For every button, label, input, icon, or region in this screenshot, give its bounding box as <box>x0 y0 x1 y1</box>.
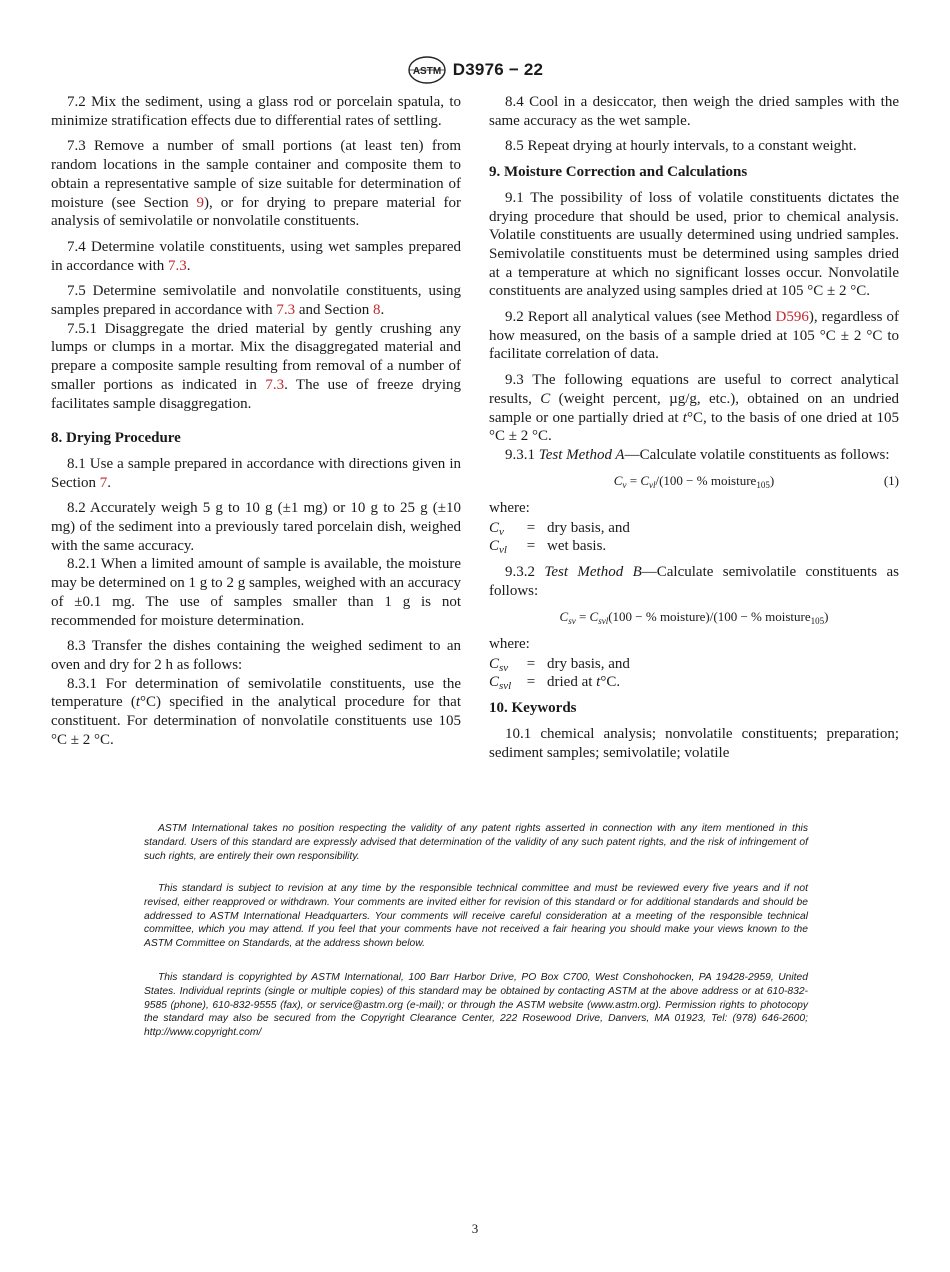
section-8-3: 8.3 Transfer the dishes containing the weighed sediment to an oven and dry for 2 h as follows: <box>51 638 461 673</box>
section-7-link[interactable]: 7 <box>99 474 108 491</box>
equation-2: $C_{sv} = C_{svl}(100$ − % moisture)/(100 − % moisture$_{105}$) <box>559 608 829 626</box>
section-9-3: 9.3 The following equations are useful to correct analytical results, C (weight percent, µg/g, etc.), obtained on an undried sample or one partially dried at t°C, to the basis of one dried at 105 °C ± 2 °C. <box>489 372 900 445</box>
section-8-1: 8.1 Use a sample prepared in accordance with directions given in Section 7. <box>51 455 461 491</box>
heading-keywords: 10. Keywords <box>489 700 577 717</box>
revision-notice: This standard is subject to revision at any time by the responsible technical committee and must be reviewed every five years and if not revised, either reapproved or withdrawn. Your comments are invited either for revision of this standard or for additional standards and should be addressed to ASTM International Headquarters. Your comments will receive careful consideration at a meeting of the responsible technical committee, which you may attend. If you feel that your comments have not received a fair hearing you should make your views known to the ASTM Committee on Standards, at the address shown below. <box>144 883 808 950</box>
definition-row: $C_{vl}$ = wet basis. <box>489 538 607 557</box>
astm-logo-icon <box>407 55 447 85</box>
definition-row: $C_{sv}$ = dry basis, and <box>489 656 630 675</box>
section-9-1: 9.1 The possibility of loss of volatile constituents dictates the drying procedure that should be used, prior to chemical analysis. Volatile constituents are usually determined using undried samples. Semivolatile constituents must be determined using samples dried at a temperature at which no significant losses occur. Nonvolatile constituents are analyzed using samples dried at 105 °C ± 2 °C. <box>489 189 899 300</box>
method-d596-link[interactable]: D596 <box>775 309 809 326</box>
definition-row: $C_{svl}$ = dried at t°C. <box>489 674 621 693</box>
patent-notice: ASTM International takes no position respecting the validity of any patent rights asserted in connection with any item mentioned in this standard. Users of this standard are expressly advised that determination of the validity of any such patent rights, and the risk of infringement of such rights, are entirely their own responsibility. <box>144 823 808 862</box>
section-9-link[interactable]: 9 <box>196 194 205 211</box>
definitions-list <box>489 655 899 691</box>
svg-text:ASTM: ASTM <box>412 66 441 77</box>
section-7-5: 7.5 Determine semivolatile and nonvolatile constituents, using samples prepared in accordance with 7.3 and Section 8. <box>51 283 461 319</box>
section-8-2-1: 8.2.1 When a limited amount of sample is available, the moisture may be determined on 1 g to 2 g samples, weighed with an accuracy of ±0.1 mg. The use of samples smaller than 1 g is not recommended for moisture determination. <box>51 556 461 629</box>
where-label: where: <box>489 635 530 652</box>
heading-moisture-correction: 9. Moisture Correction and Calculations <box>489 164 748 181</box>
copyright-notice: This standard is copyrighted by ASTM International, 100 Barr Harbor Drive, PO Box C700, West Conshohocken, PA 19428-2959, United States. Individual reprints (single or multiple copies) of this standard may be obtained by contacting ASTM at the above address or at 610-832-9585 (phone), 610-832-9555 (fax), or service@astm.org (e-mail); or through the ASTM website (www.astm.org). Permission rights to photocopy the standard may also be secured from the Copyright Clearance Center, 222 Rosewood Drive, Danvers, MA 01923, Tel: (978) 646-2600; http://www.copyright.com/ <box>144 972 808 1039</box>
document-id: D3976 − 22 <box>452 60 544 79</box>
section-8-4: 8.4 Cool in a desiccator, then weigh the dried samples with the same accuracy as the wet sample. <box>489 94 899 129</box>
definition-row: $C_v$ = dry basis, and <box>489 520 630 539</box>
heading-drying-procedure: 8. Drying Procedure <box>51 430 181 447</box>
where-label: where: <box>489 499 530 516</box>
page-number: 3 <box>471 1221 479 1236</box>
section-7-3-link[interactable]: 7.3 <box>265 376 285 393</box>
equation-1: $C_v = C_{vl}/(100$ − % moisture$_{105}$) (1) <box>613 472 899 490</box>
section-7-3-link[interactable]: 7.3 <box>168 257 187 274</box>
right-column <box>489 93 899 770</box>
section-8-3-1: 8.3.1 For determination of semivolatile constituents, use the temperature (t°C) specified in the analytical procedure for that constituent. For determination of nonvolatile constituents use 105 °C ± 2 °C. <box>51 675 461 748</box>
section-7-3-link[interactable]: 7.3 <box>276 302 296 319</box>
section-8-link[interactable]: 8 <box>372 302 381 319</box>
section-9-3-2: 9.3.2 Test Method B—Calculate semivolatile constituents as follows: <box>489 564 900 600</box>
section-7-5-1: 7.5.1 Disaggregate the dried material by gently crushing any lumps or clumps in a mortar. Mix the disaggregated material and prepare a composite sample resulting from removal of a number of smaller portions as indicated in 7.3. The use of freeze drying facilitates sample disaggregation. <box>51 320 461 412</box>
section-9-2: 9.2 Report all analytical values (see Method D596), regardless of how measured, on the basis of a sample dried at 105 °C ± 2 °C to facilitate correlation of data. <box>489 309 900 363</box>
definitions-list <box>489 519 899 555</box>
equation-number: (1) <box>883 472 899 488</box>
left-column <box>51 93 461 757</box>
section-7-2: 7.2 Mix the sediment, using a glass rod or porcelain spatula, to minimize stratification effects due to differential rates of settling. <box>51 94 461 129</box>
page-header <box>0 54 950 86</box>
section-7-3: 7.3 Remove a number of small portions (at least ten) from random locations in the sample container and composite them to obtain a representative sample of size suitable for determination of moisture (see Section 9), or for drying to prepare material for analysis of semivolatile or nonvolatile constituents. <box>51 138 461 230</box>
section-8-5: 8.5 Repeat drying at hourly intervals, to a constant weight. <box>505 138 857 155</box>
section-9-3-1: 9.3.1 Test Method A—Calculate volatile constituents as follows: <box>505 446 890 463</box>
section-10-1: 10.1 chemical analysis; nonvolatile constituents; preparation; sediment samples; semivolatile; volatile <box>489 726 899 761</box>
section-7-4: 7.4 Determine volatile constituents, using wet samples prepared in accordance with 7.3. <box>51 238 461 274</box>
section-8-2: 8.2 Accurately weigh 5 g to 10 g (±1 mg) or 10 g to 25 g (±10 mg) of the sediment into a previously tared porcelain dish, weighed with the same accuracy. <box>51 500 461 554</box>
